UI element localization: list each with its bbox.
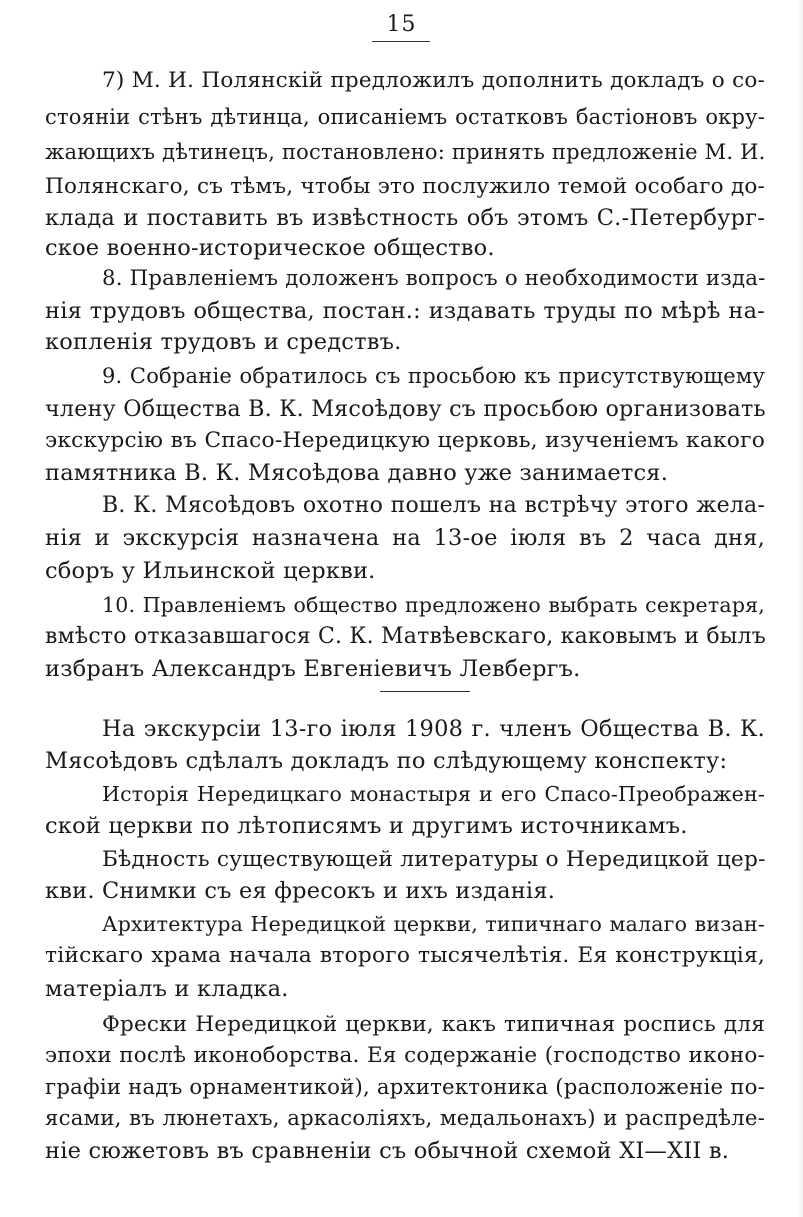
text-line: На экскурсіи 13-го іюля 1908 г. членъ Общества В. К.: [102, 716, 765, 742]
text-line: ское военно-историческое общество.: [45, 235, 495, 261]
text-line: клада и поставить въ извѣстность объ этомъ С.-Петербург-: [45, 205, 765, 231]
text-line: вмѣсто отказавшагося С. К. Матвѣевскаго, каковымъ и былъ: [45, 624, 766, 649]
section-divider: [380, 691, 470, 692]
text-line: экскурсію въ Спасо-Нередицкую церковь, изученіемъ какого: [45, 428, 765, 453]
text-line: Фрески Нередицкой церкви, какъ типичная роспись для: [102, 1012, 765, 1037]
text-line: нія трудовъ общества, постан.: издавать труды по мѣрѣ на-: [45, 298, 765, 324]
text-line: Исторія Нередицкаго монастыря и его Спасо-Преображен-: [102, 782, 765, 806]
text-line: члену Общества В. К. Мясоѣдову съ просьбою организовать: [45, 396, 766, 422]
text-line: стояніи стѣнъ дѣтинца, описаніемъ остатковъ бастіоновъ окру-: [45, 105, 765, 129]
text-line: Мясоѣдовъ сдѣлалъ докладъ по слѣдующему конспекту:: [45, 748, 728, 774]
text-line: тійскаго храма начала второго тысячелѣтія. Ея конструкція,: [45, 943, 765, 968]
text-line: Архитектура Нередицкой церкви, типичнаго малаго визан-: [102, 912, 765, 936]
text-line: эпохи послѣ иконоборства. Ея содержаніе (господство иконо-: [45, 1043, 765, 1068]
text-line: нія и экскурсія назначена на 13-ое іюля въ 2 часа дня,: [45, 525, 765, 551]
text-line: графіи надъ орнаментикой), архитектоника (расположеніе по-: [45, 1075, 765, 1100]
text-line: 7) М. И. Полянскій предложилъ дополнить докладъ о со-: [102, 68, 765, 93]
text-line: 9. Собраніе обратилось съ просьбою къ присутствующему: [102, 364, 765, 388]
page-edge-shadow: [797, 0, 803, 1217]
page-number-underline: [372, 41, 430, 42]
text-line: кви. Снимки съ ея фресокъ и ихъ изданія.: [45, 878, 556, 904]
text-line: избранъ Александръ Евгеніевичъ Левбергъ.: [45, 656, 581, 682]
text-line: сборъ у Ильинской церкви.: [45, 558, 376, 584]
text-line: Полянскаго, съ тѣмъ, чтобы это послужило темой особаго до-: [45, 174, 765, 199]
text-line: Бѣдность существующей литературы о Нередицкой цер-: [102, 847, 766, 872]
text-line: 8. Правленіемъ доложенъ вопросъ о необходимости изда-: [102, 266, 766, 291]
text-line: ясами, въ люнетахъ, аркасоліяхъ, медальонахъ) и распредѣле-: [45, 1106, 765, 1131]
page-number: 15: [386, 12, 417, 37]
text-line: В. К. Мясоѣдовъ охотно пошелъ на встрѣчу этого жела-: [102, 493, 765, 518]
text-line: 10. Правленіемъ общество предложено выбрать секретаря,: [102, 593, 765, 617]
text-line: памятника В. К. Мясоѣдова давно уже занимается.: [45, 460, 669, 486]
text-line: жающихъ дѣтинецъ, постановлено: принять предложеніе М. И.: [45, 140, 766, 164]
text-line: ской церкви по лѣтописямъ и другимъ источникамъ.: [45, 813, 688, 839]
text-line: копленія трудовъ и средствъ.: [45, 329, 402, 355]
text-line: матеріалъ и кладка.: [45, 976, 289, 1002]
text-line: ніе сюжетовъ въ сравненіи съ обычной схемой XI—XII в.: [45, 1138, 730, 1164]
